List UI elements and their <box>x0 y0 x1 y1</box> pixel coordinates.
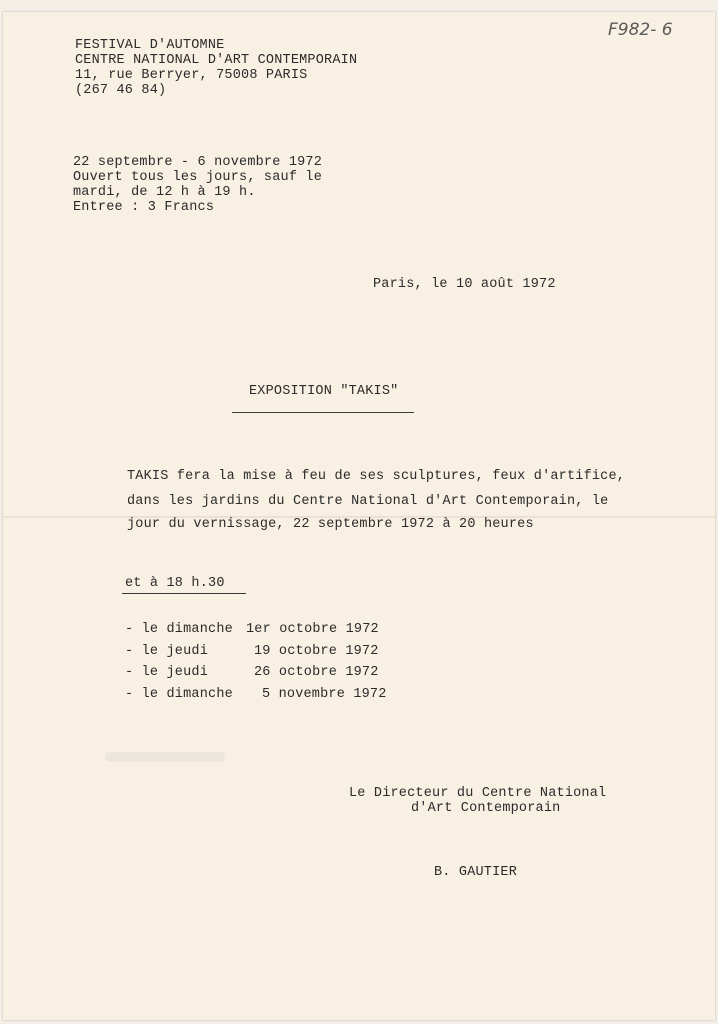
date-line: Paris, le 10 août 1972 <box>373 277 556 292</box>
title-underline <box>232 412 414 413</box>
subheading: et à 18 h.30 <box>125 576 225 591</box>
smudge-mark <box>105 752 225 762</box>
letterhead-line-1: FESTIVAL D'AUTOMNE <box>75 38 225 53</box>
body-line-2: dans les jardins du Centre National d'Art Contemporain, le <box>127 494 609 509</box>
subheading-underline <box>122 593 246 594</box>
letterhead-line-2: CENTRE NATIONAL D'ART CONTEMPORAIN <box>75 53 358 68</box>
info-line-4: Entree : 3 Francs <box>73 200 215 215</box>
info-line-1: 22 septembre - 6 novembre 1972 <box>73 155 323 170</box>
date-item-date: 19 octobre 1972 <box>254 644 379 659</box>
letterhead-line-4: (267 46 84) <box>75 83 167 98</box>
date-item-date: 26 octobre 1972 <box>254 665 379 680</box>
date-item-day: - le dimanche <box>125 622 233 637</box>
date-item-date: 5 novembre 1972 <box>262 687 387 702</box>
archive-reference: F982- 6 <box>608 20 673 40</box>
date-item-day: - le dimanche <box>125 687 233 702</box>
letterhead-line-3: 11, rue Berryer, 75008 PARIS <box>75 68 308 83</box>
date-item-date: 1er octobre 1972 <box>246 622 379 637</box>
info-line-2: Ouvert tous les jours, sauf le <box>73 170 323 185</box>
document-title: EXPOSITION "TAKIS" <box>249 384 399 399</box>
signature-title-line-1: Le Directeur du Centre National <box>349 786 607 801</box>
body-line-3: jour du vernissage, 22 septembre 1972 à 20 heures <box>127 517 534 532</box>
date-item-day: - le jeudi <box>125 644 209 659</box>
signatory-name: B. GAUTIER <box>434 865 518 880</box>
info-line-3: mardi, de 12 h à 19 h. <box>73 185 256 200</box>
body-line-1: TAKIS fera la mise à feu de ses sculptures, feux d'artifice, <box>127 469 626 484</box>
signature-title-line-2: d'Art Contemporain <box>411 801 561 816</box>
date-item-day: - le jeudi <box>125 665 209 680</box>
